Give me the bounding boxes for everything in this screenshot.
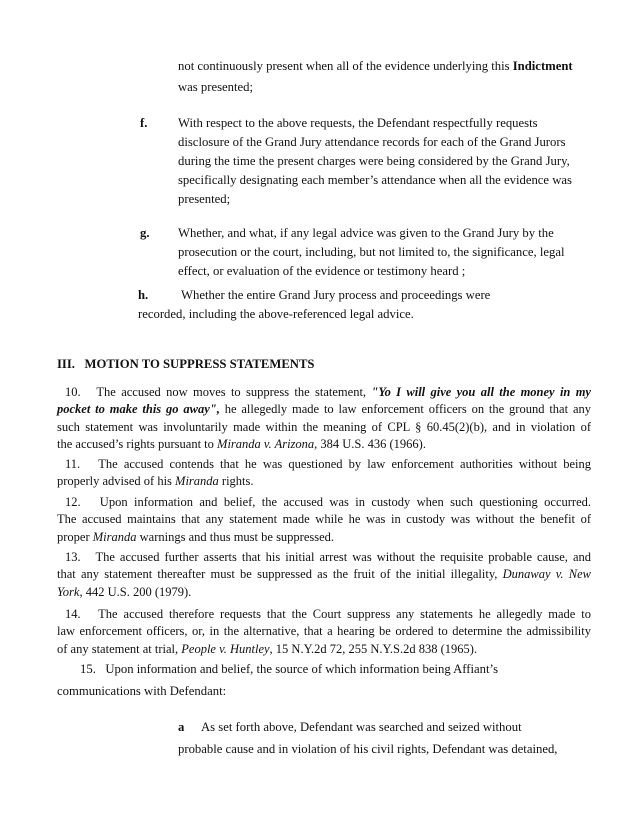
paragraph-11	[57, 456, 591, 491]
p13-text-2: that any statement thereafter must be suppressed as the fruit of the initial illegality,	[57, 567, 503, 582]
item-f-line-3: during the time the present charges were being considered by the Grand Jury,	[178, 154, 570, 168]
p14-text-3: of any statement at trial,	[57, 641, 182, 656]
paragraph-10	[57, 384, 591, 454]
p11-text-2b: rights.	[218, 474, 254, 489]
item-g-line-3: effect, or evaluation of the evidence or testimony heard ;	[178, 264, 466, 278]
case-ref-miranda: Miranda	[175, 474, 219, 489]
p14-line-1: 14. The accused therefore requests that the Court suppress any statements he allegedly made to	[65, 607, 591, 621]
item-f-letter: f.	[140, 116, 148, 130]
item-g-line-2: prosecution or the court, including, but not limited to, the significance, legal	[178, 245, 565, 259]
item-a-line-2: probable cause and in violation of his civil rights, Defendant was detained,	[178, 742, 558, 756]
item-h-line-2: recorded, including the above-referenced legal advice.	[138, 307, 414, 321]
item-g-line-1: Whether, and what, if any legal advice was given to the Grand Jury by the	[178, 226, 554, 240]
case-citation-huntley: People v. Huntley	[181, 641, 270, 656]
p13-line-3	[57, 584, 591, 601]
p10-citation-text: , 384 U.S. 436 (1966).	[314, 437, 426, 452]
case-citation-miranda-arizona: Miranda v. Arizona	[217, 437, 315, 452]
p10-line-2	[57, 401, 591, 418]
indictment-term: Indictment	[512, 59, 573, 73]
p12-line-3	[57, 529, 591, 546]
p15-line-1: 15. Upon information and belief, the source of which information being Affiant’s	[80, 662, 499, 676]
p10-line-4	[57, 436, 591, 453]
item-f-line-4: specifically designating each member’s attendance when all the evidence was	[178, 173, 572, 187]
item-g-letter: g.	[140, 226, 150, 240]
p14-line-2: law enforcement officers, or, in the alternative, that a hearing be ordered to determine the admissibility	[57, 624, 591, 639]
p10-text: 10. The accused now moves to suppress the statement,	[65, 385, 372, 399]
p14-citation-text: , 15 N.Y.2d 72, 255 N.Y.S.2d 838 (1965).	[269, 641, 478, 656]
item-f-line-5: presented;	[178, 192, 231, 206]
section-heading: III. MOTION TO SUPPRESS STATEMENTS	[57, 357, 315, 371]
p10-text-2: he allegedly made to law enforcement officers on the ground that any	[219, 402, 591, 417]
p15-line-2: communications with Defendant:	[57, 684, 227, 698]
p10-quote-end: pocket to make this go away",	[57, 402, 220, 417]
paragraph-12	[57, 494, 591, 546]
continuation-text: not continuously present when all of the evidence underlying this	[178, 59, 513, 73]
p12-text-3b: warnings and thus must be suppressed.	[136, 529, 335, 544]
item-h-line-1: Whether the entire Grand Jury process and proceedings were	[181, 288, 491, 302]
p12-text-3: proper	[57, 529, 93, 544]
p12-line-1: 12. Upon information and belief, the accused was in custody when such questioning occurred.	[65, 495, 591, 509]
item-h-letter: h.	[138, 288, 149, 302]
continuation-line-1	[178, 59, 573, 74]
case-citation-dunaway: Dunaway v. New	[502, 567, 591, 582]
p10-quote-start: "Yo I will give you all the money in my	[371, 385, 591, 399]
paragraph-13	[57, 549, 591, 601]
p13-line-1: 13. The accused further asserts that his initial arrest was without the requisite probable cause, and	[65, 550, 591, 564]
p11-line-2	[57, 473, 591, 490]
item-a-letter: a	[178, 720, 185, 734]
p13-line-2	[57, 566, 591, 583]
case-citation-dunaway-cont: York	[57, 584, 80, 599]
paragraph-14	[57, 606, 591, 658]
p11-text-2: properly advised of his	[57, 474, 176, 489]
item-f-line-1: With respect to the above requests, the Defendant respectfully requests	[178, 116, 538, 130]
p12-line-2: The accused maintains that any statement made while he was in custody was without the benefit of	[57, 512, 591, 527]
p14-line-3	[57, 641, 591, 658]
case-ref-miranda-2: Miranda	[92, 529, 137, 544]
item-f-line-2: disclosure of the Grand Jury attendance records for each of the Grand Jurors	[178, 135, 566, 149]
p10-line-1	[57, 384, 591, 401]
p10-line-3: such statement was involuntarily made within the meaning of CPL § 60.45(2)(b), and in violation of	[57, 419, 591, 434]
p13-citation-text: , 442 U.S. 200 (1979).	[79, 584, 192, 599]
continuation-line-2: was presented;	[178, 80, 254, 94]
p11-line-1: 11. The accused contends that he was questioned by law enforcement authorities without being	[65, 457, 591, 471]
item-a-line-1: As set forth above, Defendant was searched and seized without	[201, 720, 522, 734]
p10-text-4: the accused’s rights pursuant to	[57, 437, 218, 452]
